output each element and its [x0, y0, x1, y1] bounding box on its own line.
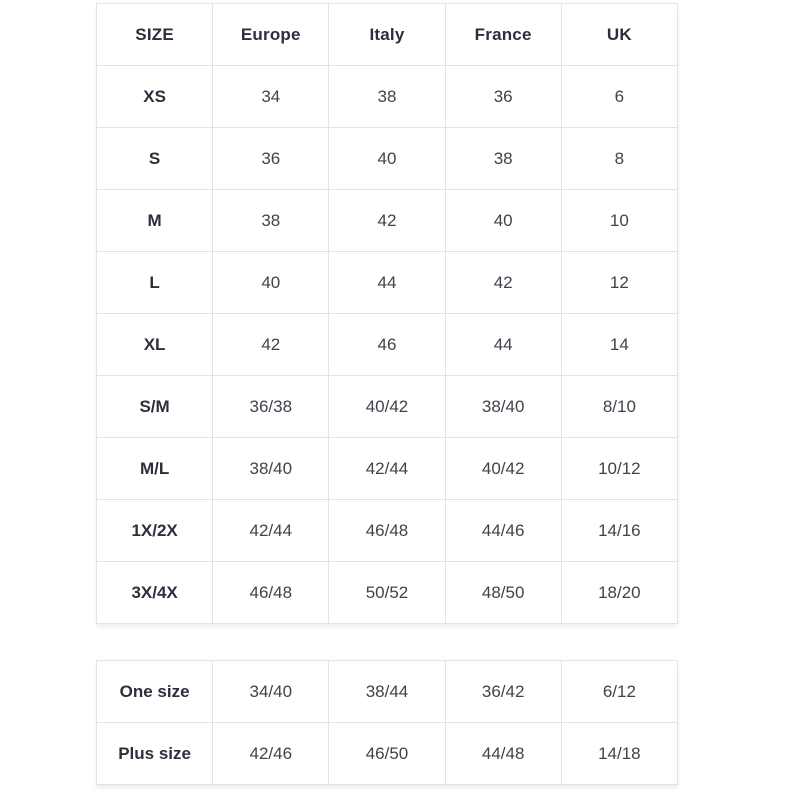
size-value-cell: 44: [445, 314, 561, 376]
size-label-cell: S: [97, 128, 213, 190]
size-label-cell: M/L: [97, 438, 213, 500]
size-value-cell: 10/12: [561, 438, 677, 500]
column-header: UK: [561, 4, 677, 66]
table-row: [97, 252, 678, 314]
size-value-cell: 36: [445, 66, 561, 128]
table-row: [97, 66, 678, 128]
size-value-cell: 36/38: [213, 376, 329, 438]
size-value-cell: 38: [329, 66, 445, 128]
size-value-cell: 6: [561, 66, 677, 128]
special-size-table-body: [97, 661, 678, 785]
table-row: [97, 314, 678, 376]
size-value-cell: 8: [561, 128, 677, 190]
size-value-cell: 36: [213, 128, 329, 190]
size-value-cell: 40/42: [445, 438, 561, 500]
size-value-cell: 46: [329, 314, 445, 376]
table-row: [97, 562, 678, 624]
size-value-cell: 14: [561, 314, 677, 376]
table-row: [97, 500, 678, 562]
size-value-cell: 46/48: [213, 562, 329, 624]
size-value-cell: 10: [561, 190, 677, 252]
size-value-cell: 36/42: [445, 661, 561, 723]
size-table-body: [97, 66, 678, 624]
size-value-cell: 48/50: [445, 562, 561, 624]
size-label-cell: L: [97, 252, 213, 314]
size-value-cell: 44: [329, 252, 445, 314]
size-value-cell: 40: [213, 252, 329, 314]
size-label-cell: XS: [97, 66, 213, 128]
size-label-cell: Plus size: [97, 723, 213, 785]
size-value-cell: 38/40: [445, 376, 561, 438]
size-value-cell: 42/44: [329, 438, 445, 500]
column-header: France: [445, 4, 561, 66]
size-value-cell: 12: [561, 252, 677, 314]
size-value-cell: 38: [445, 128, 561, 190]
size-value-cell: 42: [445, 252, 561, 314]
size-table-header: [97, 4, 678, 66]
table-row: [97, 723, 678, 785]
size-value-cell: 34/40: [213, 661, 329, 723]
table-row: [97, 128, 678, 190]
size-value-cell: 34: [213, 66, 329, 128]
size-value-cell: 44/48: [445, 723, 561, 785]
size-value-cell: 38/40: [213, 438, 329, 500]
table-row: [97, 661, 678, 723]
size-value-cell: 6/12: [561, 661, 677, 723]
size-value-cell: 14/18: [561, 723, 677, 785]
size-label-cell: 1X/2X: [97, 500, 213, 562]
size-conversion-table: [96, 3, 678, 624]
size-value-cell: 42: [213, 314, 329, 376]
header-row: [97, 4, 678, 66]
size-value-cell: 38/44: [329, 661, 445, 723]
size-label-cell: XL: [97, 314, 213, 376]
size-label-cell: M: [97, 190, 213, 252]
column-header: Europe: [213, 4, 329, 66]
size-value-cell: 42: [329, 190, 445, 252]
size-value-cell: 40: [329, 128, 445, 190]
size-label-cell: 3X/4X: [97, 562, 213, 624]
size-value-cell: 42/44: [213, 500, 329, 562]
size-value-cell: 8/10: [561, 376, 677, 438]
table-row: [97, 438, 678, 500]
size-value-cell: 38: [213, 190, 329, 252]
size-value-cell: 40: [445, 190, 561, 252]
size-value-cell: 50/52: [329, 562, 445, 624]
size-value-cell: 42/46: [213, 723, 329, 785]
column-header: Italy: [329, 4, 445, 66]
table-row: [97, 376, 678, 438]
table-gap: [96, 624, 800, 660]
size-value-cell: 46/48: [329, 500, 445, 562]
size-label-cell: One size: [97, 661, 213, 723]
size-label-cell: S/M: [97, 376, 213, 438]
size-value-cell: 46/50: [329, 723, 445, 785]
size-value-cell: 40/42: [329, 376, 445, 438]
special-size-table: [96, 660, 678, 785]
table-row: [97, 190, 678, 252]
size-value-cell: 44/46: [445, 500, 561, 562]
size-value-cell: 18/20: [561, 562, 677, 624]
column-header: SIZE: [97, 4, 213, 66]
size-value-cell: 14/16: [561, 500, 677, 562]
